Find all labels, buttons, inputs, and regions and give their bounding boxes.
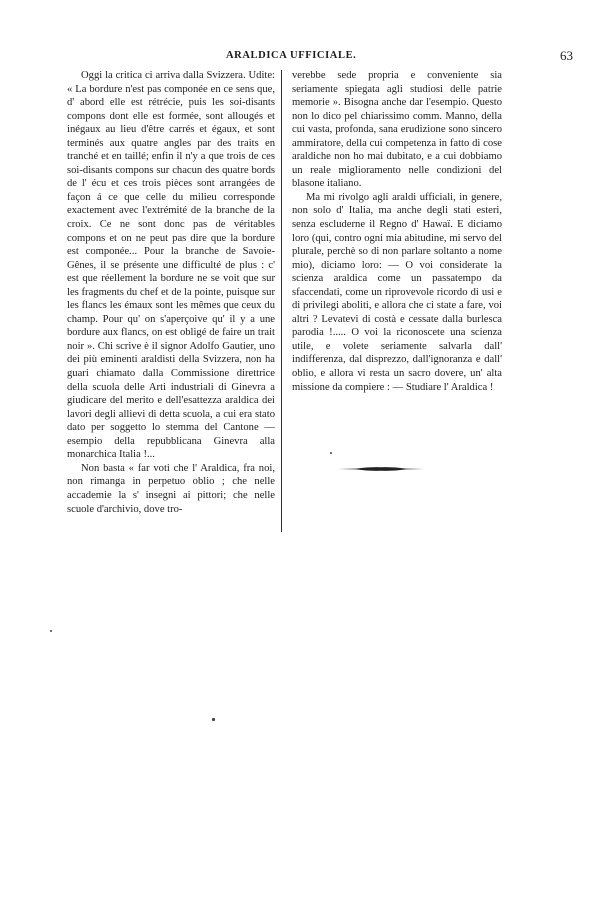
left-column bbox=[67, 69, 275, 516]
end-ornament-icon bbox=[338, 465, 424, 473]
page-speck bbox=[330, 452, 332, 454]
left-paragraph-2: Non basta « far voti che l' Araldica, fra noi, non rimanga in perpetuo oblio ; che nelle accademie la s' insegni ai pittori; che nelle scuole d'archivio, dove tro- bbox=[67, 462, 275, 515]
right-paragraph-1: verebbe sede propria e conveniente sia seriamente spiegata agli studiosi delle patrie memorie ». Bisogna anche dar l'esempio. Questo non lo dico pel chiarissimo comm. Manno, della cui vasta, profonda, sana erudizione sono sincero ammiratore, della cui competenza in fatto di cose araldiche non ho mai dubitato, e a cui dobbiamo un reale miglioramento nelle condizioni del blasone italiano. bbox=[292, 70, 502, 190]
right-column bbox=[292, 69, 502, 394]
column-rule bbox=[281, 70, 282, 532]
page-number: 63 bbox=[560, 48, 573, 63]
running-title: ARALDICA UFFICIALE. bbox=[226, 50, 357, 61]
right-paragraph-2: Ma mi rivolgo agli araldi ufficiali, in genere, non solo d' Italia, ma anche degli stati esteri, senza escluderne il Regno d' Hawaï. E diciamo loro (qui, contro ogni mia abitudine, mi servo del plurale, perchè so di non parlare soltanto a nome mio), diciamo loro: — O voi considerate la scienza araldica come un passatempo da sfaccendati, come un riprovevole ricordo di usi e di privilegi aboliti, e allora che ci state a fare, voi altri ? Levatevi di costà e cessate dalla burlesca parodia !..... O voi la riconoscete una scienza utile, e volete seriamente salvarla dall' indifferenza, dal disprezzo, dall'ignoranza e dall' oblio, e allora vi resta un sacro dovere, un' alta missione da compiere : — Studiare l' Araldica ! bbox=[292, 191, 502, 393]
page-speck bbox=[50, 630, 52, 632]
left-paragraph-1: Oggi la critica ci arriva dalla Svizzera. Udite: « La bordure n'est pas componée en ce sens que, d' abord elle est rétrécie, puis les soi-disants compons dont elle est formée, sont allougés et inégaux au lieu d'être carrés et égaux, et sont terminés aux quatre angles par des traits en tranché et en taillé; enfin il n'y a que trois de ces soi-disants compons sur chacun des quatre bords de l' écu et ces trois pièces sont arrangées de façon á ce que celle du milieu corresponde exactement avec l'extrémité de la branche de la croix. Ce ne sont donc pas de véritables compons et on ne peut pas dire que la bordure est componée... Pour la branche de Savoie-Gênes, il se présente une difficulté de plus : c' est que réellement la bordure ne se voit que sur les fragments du chef et de la pointe, puisque sur les flancs les émaux sont les mêmes que ceux du champ. Pour qu' on s'aperçoive qu' il y a une bordure aux flancs, on est obligé de faire un trait noir ». Chi scrive è il signor Adolfo Gautier, uno dei più eminenti araldisti della Svizzera, non ha guari chiamato dalla Commissione direttrice della scuola delle Arti industriali di Ginevra a giudicare del merito e dell'esattezza araldica dei lavori degli allievi di detta scuola, a cui era stato dato per soggetto lo stemma del Cantone — esempio della repubblicana Ginevra alla monarchica Italia !... bbox=[67, 70, 275, 461]
page-speck bbox=[212, 718, 215, 721]
running-header bbox=[0, 50, 603, 66]
